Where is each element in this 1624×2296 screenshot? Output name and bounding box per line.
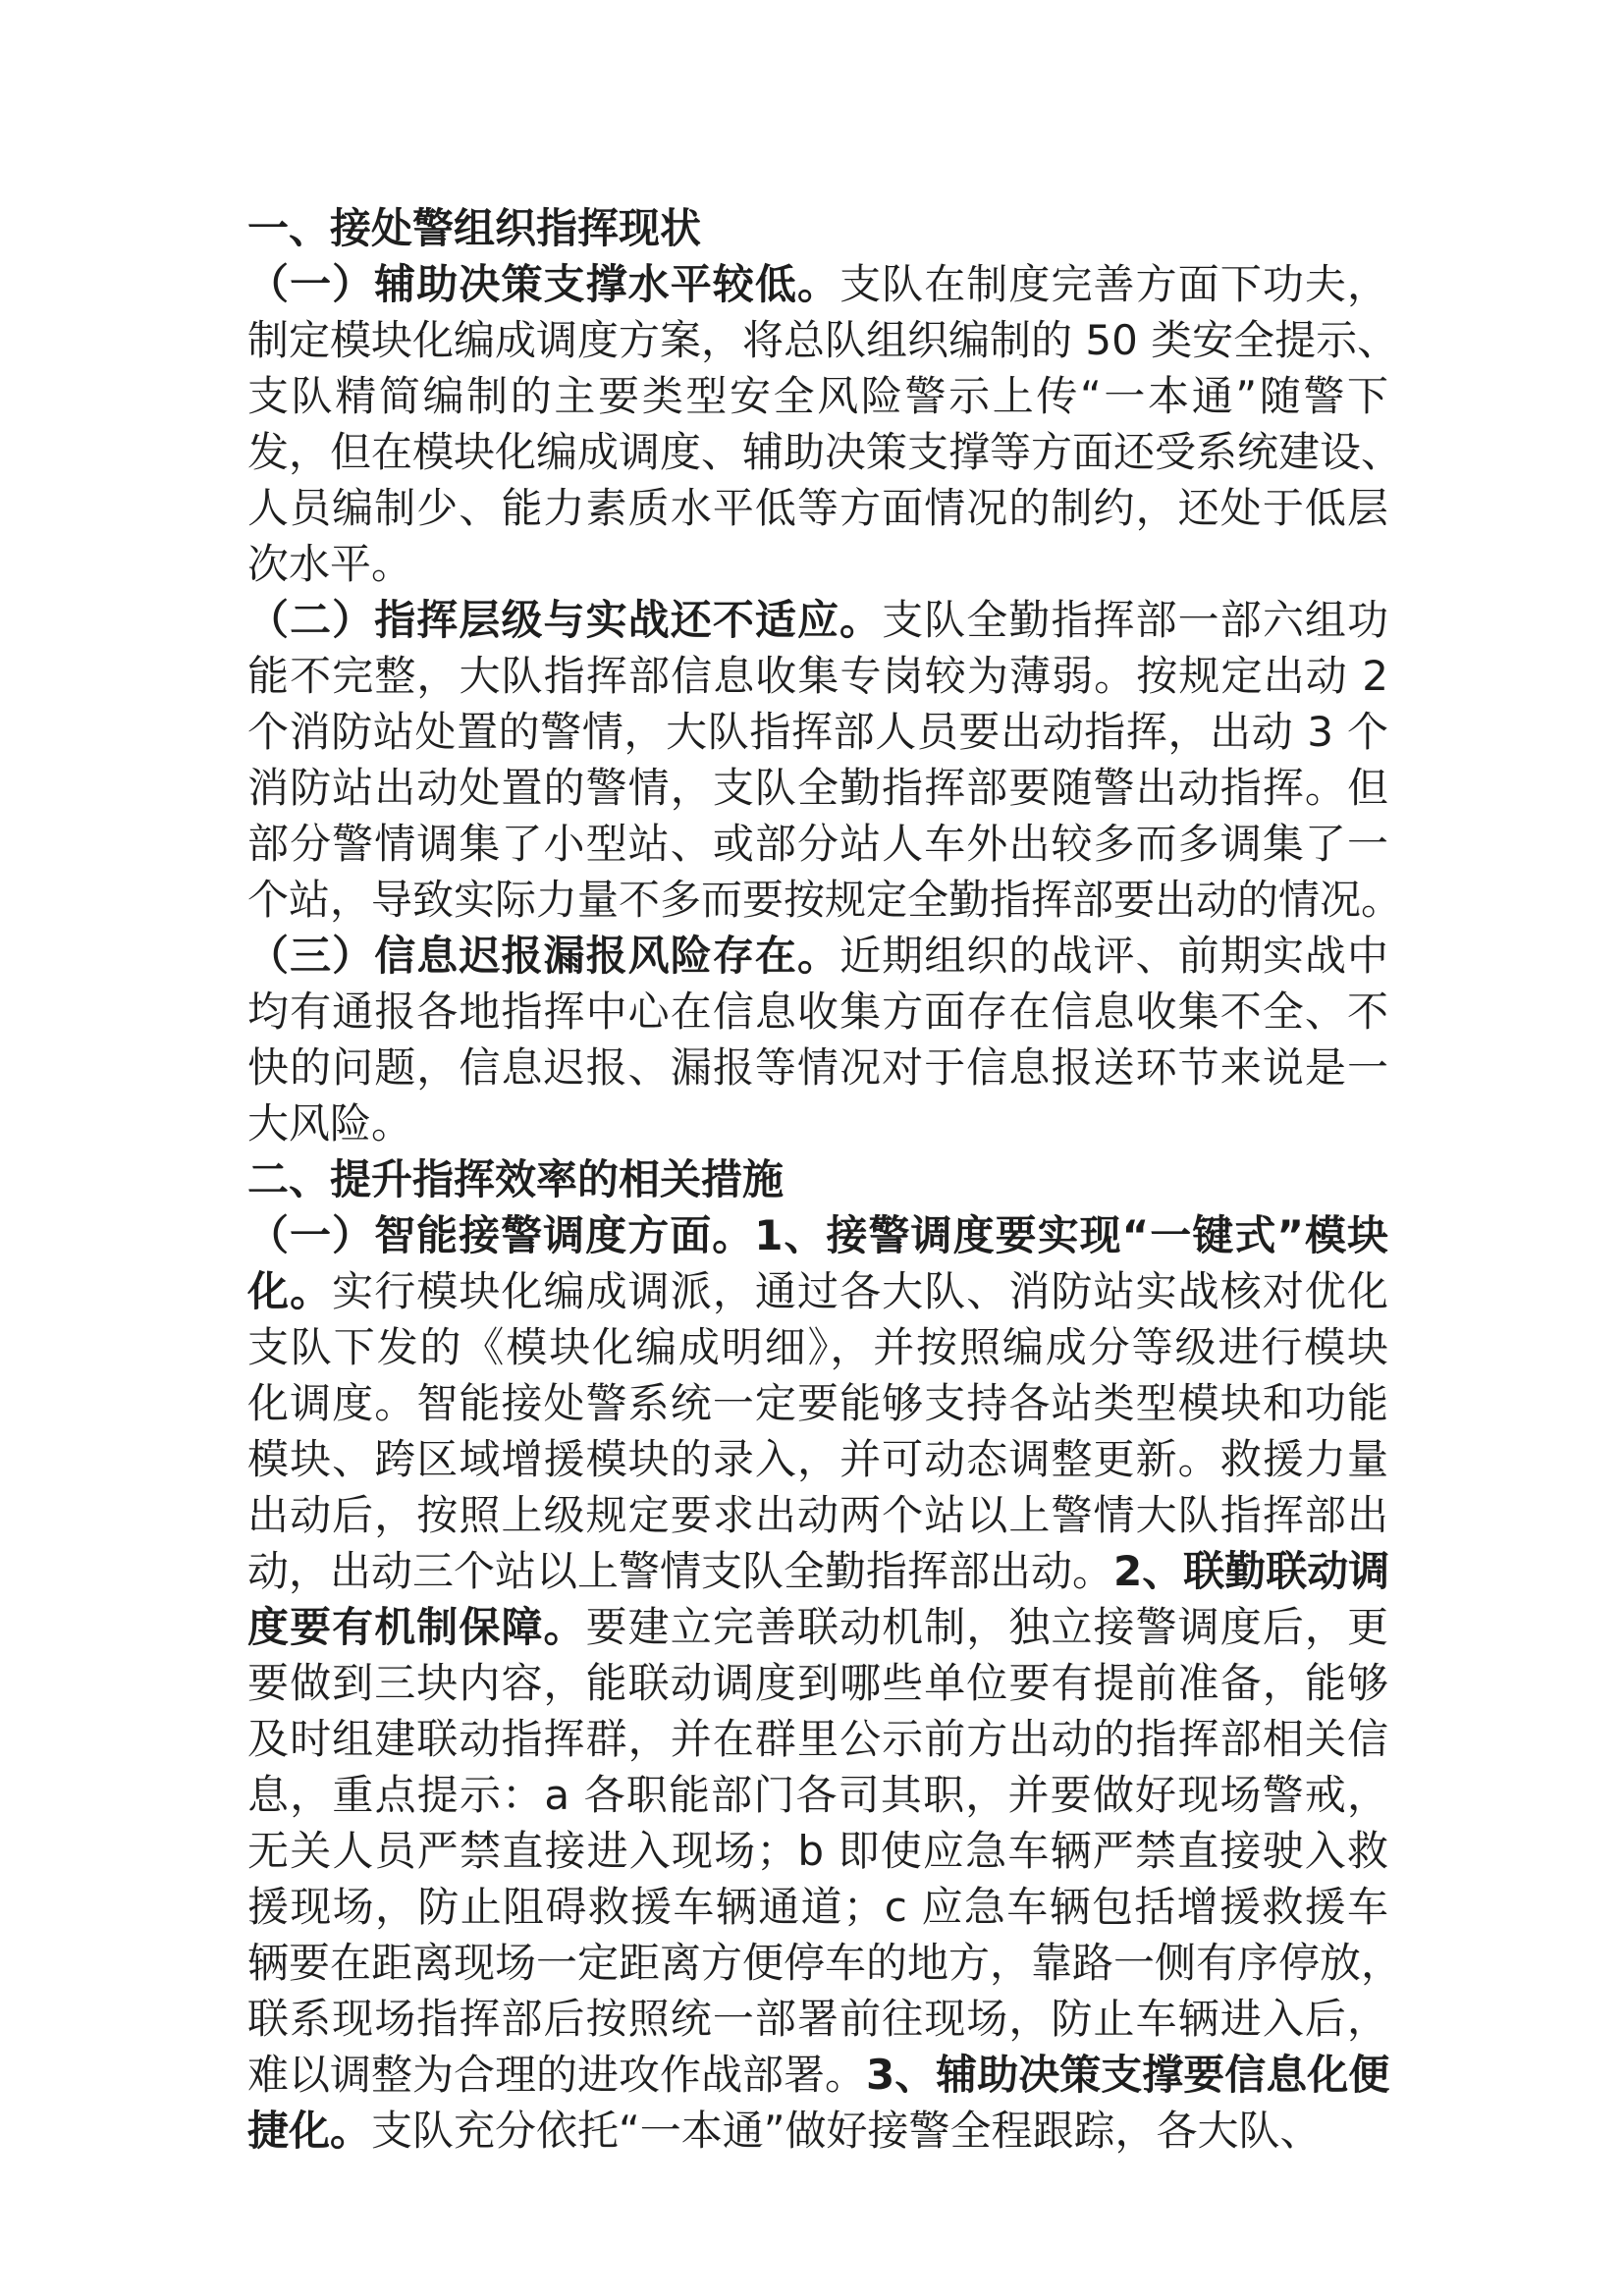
text-line <box>247 1487 1388 1543</box>
body-text: 支队在制度完善方面下功夫， <box>839 260 1388 308</box>
body-text: 及时组建联动指挥群，并在群里公示前方出动的指挥部相关信 <box>247 1715 1388 1763</box>
bold-text: 捷化。 <box>247 2107 372 2155</box>
body-text: 支队充分依托“一本通”做好接警全程跟踪，各大队、 <box>371 2107 1322 2155</box>
bold-text: 3、辅助决策支撑要信息化便 <box>866 2051 1390 2099</box>
paragraph <box>247 928 1388 1151</box>
body-text: 实行模块化编成调派，通过各大队、消防站实战核对优化 <box>332 1267 1388 1315</box>
text-line <box>247 984 1388 1040</box>
body-text: 动，出动三个站以上警情支队全勤指挥部出动。 <box>247 1547 1114 1595</box>
text-line <box>247 1711 1388 1767</box>
text-line <box>247 1319 1388 1375</box>
body-text: 援现场，防止阻碍救援车辆通道；c 应急车辆包括增援救援车 <box>247 1883 1388 1931</box>
text-line <box>247 704 1388 760</box>
bold-text: （三）信息迟报漏报风险存在。 <box>247 932 840 980</box>
body-text: 大风险。 <box>247 1099 413 1148</box>
text-line <box>247 760 1388 816</box>
text-line <box>247 1935 1403 1991</box>
bold-text: 一、接处警组织指挥现状 <box>247 204 702 252</box>
body-text: 均有通报各地指挥中心在信息收集方面存在信息收集不全、不 <box>247 988 1388 1036</box>
text-line <box>247 1207 1388 1263</box>
text-line <box>247 1543 1388 1599</box>
body-text: 次水平。 <box>247 540 413 588</box>
body-text: 个站，导致实际力量不多而要按规定全勤指挥部要出动的情况。 <box>247 876 1403 924</box>
text-line <box>247 1823 1388 1879</box>
body-text: 难以调整为合理的进攻作战部署。 <box>247 2051 867 2099</box>
text-line <box>247 1879 1388 1935</box>
text-line <box>247 1991 1388 2047</box>
body-text: 无关人员严禁直接进入现场；b 即使应急车辆严禁直接驶入救 <box>247 1827 1388 1875</box>
text-line <box>247 1263 1388 1319</box>
text-line <box>247 424 1403 480</box>
body-text: 支队全勤指挥部一部六组功 <box>882 596 1388 644</box>
body-text: 化调度。智能接处警系统一定要能够支持各站类型模块和功能 <box>247 1379 1388 1427</box>
text-line <box>247 1655 1388 1711</box>
text-line <box>247 1095 1388 1151</box>
body-text: 支队下发的《模块化编成明细》，并按照编成分等级进行模块 <box>247 1323 1388 1371</box>
text-line <box>247 1767 1388 1823</box>
body-text: 支队精简编制的主要类型安全风险警示上传“一本通”随警下 <box>247 372 1388 420</box>
text-line <box>247 1599 1388 1655</box>
paragraph <box>247 1207 1403 2159</box>
text-line <box>247 816 1388 872</box>
text-line <box>247 200 1388 256</box>
text-line <box>247 2047 1388 2103</box>
text-line <box>247 2103 1388 2159</box>
text-line <box>247 1375 1388 1431</box>
text-line <box>247 592 1388 648</box>
text-line <box>247 872 1403 928</box>
bold-text: 二、提升指挥效率的相关措施 <box>247 1155 785 1203</box>
document-page <box>247 200 1403 2159</box>
body-text: 发，但在模块化编成调度、辅助决策支撑等方面还受系统建设、 <box>247 428 1403 476</box>
bold-text: （一）辅助决策支撑水平较低。 <box>247 260 840 308</box>
text-line <box>247 1431 1388 1487</box>
section-heading <box>247 200 1388 256</box>
body-text: 要建立完善联动机制，独立接警调度后，更 <box>585 1603 1388 1651</box>
body-text: 制定模块化编成调度方案，将总队组织编制的 50 类安全提示、 <box>247 316 1399 364</box>
text-line <box>247 928 1388 984</box>
text-line <box>247 536 1388 592</box>
text-line <box>247 368 1388 424</box>
body-text: 联系现场指挥部后按照统一部署前往现场，防止车辆进入后， <box>247 1995 1388 2043</box>
body-text: 人员编制少、能力素质水平低等方面情况的制约，还处于低层 <box>247 484 1388 532</box>
bold-text: 化。 <box>247 1267 333 1315</box>
body-text: 部分警情调集了小型站、或部分站人车外出较多而多调集了一 <box>247 820 1388 868</box>
body-text: 辆要在距离现场一定距离方便停车的地方，靠路一侧有序停放， <box>247 1939 1403 1987</box>
body-text: 能不完整，大队指挥部信息收集专岗较为薄弱。按规定出动 2 <box>247 652 1388 700</box>
text-line <box>247 648 1388 704</box>
text-line <box>247 312 1399 368</box>
bold-text: 度要有机制保障。 <box>247 1603 586 1651</box>
body-text: 出动后，按照上级规定要求出动两个站以上警情大队指挥部出 <box>247 1491 1388 1539</box>
bold-text: （二）指挥层级与实战还不适应。 <box>247 596 883 644</box>
body-text: 近期组织的战评、前期实战中 <box>839 932 1388 980</box>
body-text: 快的问题，信息迟报、漏报等情况对于信息报送环节来说是一 <box>247 1043 1388 1092</box>
text-line <box>247 256 1388 312</box>
body-text: 个消防站处置的警情，大队指挥部人员要出动指挥，出动 3 个 <box>247 708 1388 756</box>
section-heading <box>247 1151 1388 1207</box>
bold-text: 2、联勤联动调 <box>1113 1547 1390 1595</box>
text-line <box>247 1040 1388 1095</box>
body-text: 模块、跨区域增援模块的录入，并可动态调整更新。救援力量 <box>247 1435 1388 1483</box>
body-text: 消防站出动处置的警情，支队全勤指挥部要随警出动指挥。但 <box>247 764 1388 812</box>
text-line <box>247 480 1388 536</box>
bold-text: （一）智能接警调度方面。1、接警调度要实现“一键式”模块 <box>247 1211 1388 1259</box>
text-line <box>247 1151 1388 1207</box>
paragraph <box>247 256 1403 592</box>
body-text: 息，重点提示：a 各职能部门各司其职，并要做好现场警戒， <box>247 1771 1388 1819</box>
paragraph <box>247 592 1403 928</box>
body-text: 要做到三块内容，能联动调度到哪些单位要有提前准备，能够 <box>247 1659 1388 1707</box>
